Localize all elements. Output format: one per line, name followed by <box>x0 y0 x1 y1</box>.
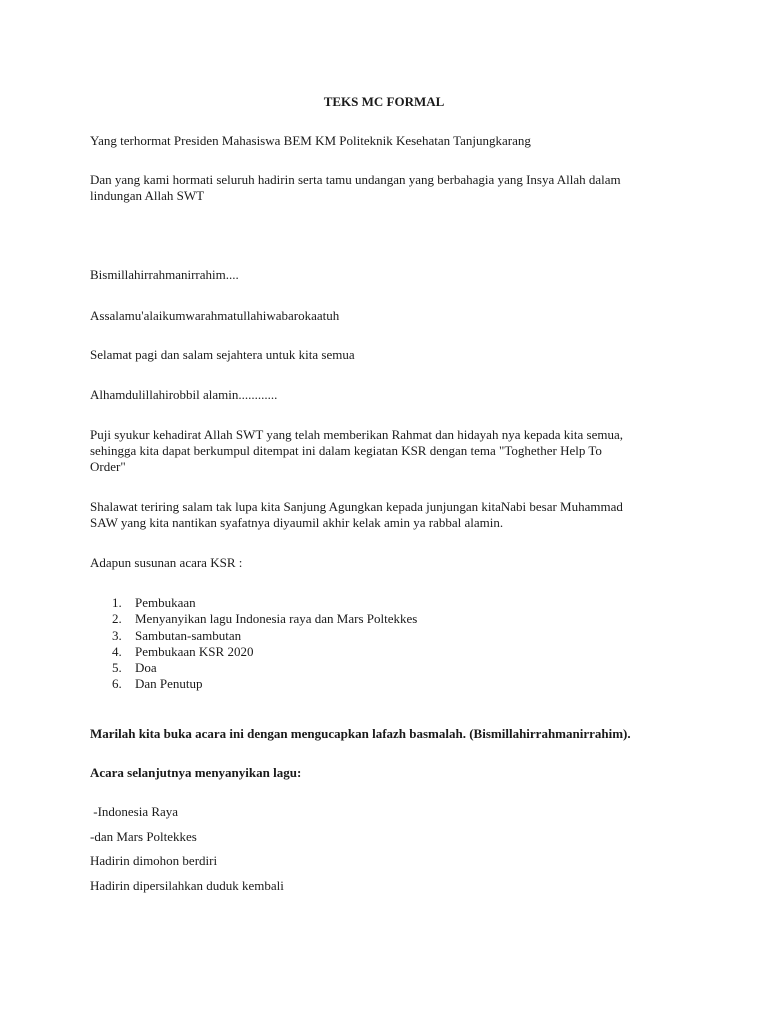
list-text: Doa <box>135 660 157 676</box>
list-item <box>112 628 417 644</box>
shalawat-paragraph <box>90 499 690 531</box>
list-item <box>112 611 417 627</box>
list-item <box>112 595 417 611</box>
acara-lagu-heading: Acara selanjutnya menyanyikan lagu: <box>90 765 302 780</box>
greeting-president: Yang terhormat Presiden Mahasiswa BEM KM Politeknik Kesehatan Tanjungkarang <box>90 133 531 148</box>
list-number: 5. <box>112 660 122 676</box>
paragraph-line: Shalawat teriring salam tak lupa kita Sanjung Agungkan kepada junjungan kitaNabi besar Muhammad <box>90 499 623 514</box>
document-title: TEKS MC FORMAL <box>323 94 445 109</box>
bismillah-line: Bismillahirrahmanirrahim.... <box>90 267 239 282</box>
hadirin-duduk: Hadirin dipersilahkan duduk kembali <box>90 878 284 893</box>
agenda-list <box>112 595 417 693</box>
paragraph-line: SAW yang kita nantikan syafatnya diyaumil akhir kelak amin ya rabbal alamin. <box>90 515 504 530</box>
greeting-guests-line: lindungan Allah SWT <box>90 188 205 203</box>
list-text: Pembukaan <box>135 595 196 610</box>
alhamdulillah-line: Alhamdulillahirobbil alamin............ <box>90 387 278 402</box>
list-text: Dan Penutup <box>135 676 203 692</box>
greeting-guests-line: Dan yang kami hormati seluruh hadirin serta tamu undangan yang berbahagia yang Insya Allah dalam <box>90 172 621 187</box>
paragraph-line: Puji syukur kehadirat Allah SWT yang telah memberikan Rahmat dan hidayah nya kepada kita semua, <box>90 427 623 442</box>
selamat-pagi-line: Selamat pagi dan salam sejahtera untuk kita semua <box>90 347 355 362</box>
list-text: Pembukaan KSR 2020 <box>135 643 254 659</box>
lagu-indonesia-raya: -Indonesia Raya <box>90 804 179 819</box>
list-number: 1. <box>112 595 122 610</box>
list-number: 4. <box>112 643 122 659</box>
lagu-mars-poltekkes: -dan Mars Poltekkes <box>90 829 197 844</box>
list-item <box>112 660 417 676</box>
list-number: 2. <box>112 611 122 627</box>
susunan-acara-heading: Adapun susunan acara KSR : <box>90 555 243 570</box>
paragraph-line: sehingga kita dapat berkumpul ditempat ini dalam kegiatan KSR dengan tema "Toghether Help To <box>90 443 602 458</box>
list-number: 3. <box>112 627 122 643</box>
puji-syukur-paragraph <box>90 427 690 475</box>
list-text: Sambutan-sambutan <box>135 627 242 643</box>
greeting-guests <box>90 172 690 204</box>
list-text: Menyanyikan lagu Indonesia raya dan Mars Poltekkes <box>135 611 418 627</box>
basmalah-instruction: Marilah kita buka acara ini dengan mengucapkan lafazh basmalah. (Bismillahirrahmanirrahim). <box>90 726 631 741</box>
list-item <box>112 676 417 692</box>
salam-line: Assalamu'alaikumwarahmatullahiwabarokaatuh <box>90 308 340 323</box>
paragraph-line: Order" <box>90 459 126 474</box>
list-number: 6. <box>112 676 122 692</box>
hadirin-berdiri: Hadirin dimohon berdiri <box>90 853 218 868</box>
list-item <box>112 644 417 660</box>
